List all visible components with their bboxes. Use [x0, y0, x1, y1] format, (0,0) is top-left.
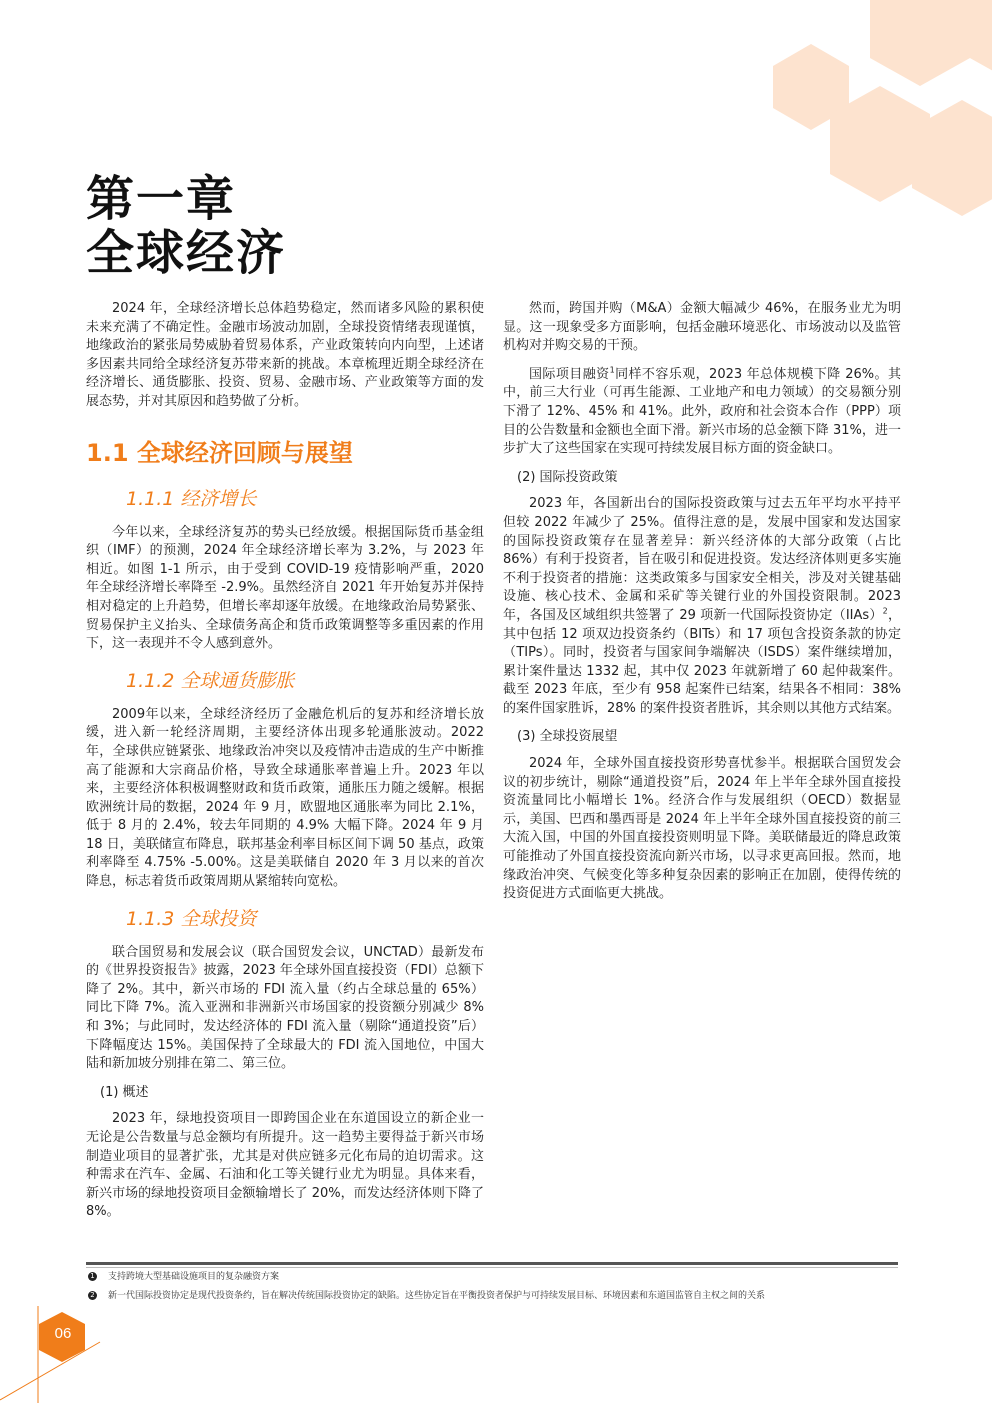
investment-paragraph: 联合国贸易和发展会议（联合国贸发会议，UNCTAD）最新发布的《世界投资报告》披露，2023 年全球外国直接投资（FDI）总额下降了 2%。其中，新兴市场的 FDI 流入量（约占全球总量的 65%）同比下降 7%。流入亚洲和非洲新兴市场国家的投资额分别减少 8% 和 3%；与此同时，发达经济体的 FDI 流入量（剔除“通道投资”后）下降幅度达 15%。美国保持了全球最大的 FDI 流入国地位，中国大陆和新加坡分别排在第二、第三位。: [86, 944, 484, 1072]
growth-paragraph: 今年以来，全球经济复苏的势头已经放缓。根据国际货币基金组织（IMF）的预测，2024 年全球经济增长率为 3.2%，与 2023 年相近。如图 1-1 所示，由于受到 COVID-19 疫情影响严重，2020 年全球经济增长率降至 -2.9%。虽然经济自 2021 年开始复苏并保持相对稳定的上升趋势，但增长率却逐年放缓。在地缘政治局势紧张、贸易保护主义抬头、全球债务高企和货币政策调整等多重因素的作用下，这一表现并不令人感到意外。: [86, 524, 484, 652]
footnote-text-2: 新一代国际投资协定是现代投资条约，旨在解决传统国际投资协定的缺陷。这些协定旨在平衡投资者保护与可持续发展目标、环境因素和东道国监管自主权之间的关系: [108, 1291, 766, 1301]
footnote-divider: [86, 1262, 898, 1265]
hexagon-shape: [870, 0, 970, 86]
policy-paragraph-rest: ，其中包括 12 项双边投资条约（BITs）和 17 项包含投资条款的协定（TIPs）。同时，投资者与国家间争端解决（ISDS）案件继续增加，累计案件量达 1332 起，其中仅 2023 年就新增了 60 起仲裁案件。截至 2023 年底，至少有 958 起案件已结案，结果各不相同：38% 的案件国家胜诉，28% 的案件投资者胜诉，其余则以其他方式结案。: [503, 607, 901, 716]
footnote-mark-1: 1: [88, 1272, 97, 1281]
growth-heading: 1.1.1 经济增长: [126, 487, 257, 510]
overview-paragraph-3-rest: 同样不容乐观，2023 年总体规模下降 26%。其中，前三大行业（可再生能源、工业地产和电力领域）的交易额分别下滑了 12%、45% 和 41%。此外，政府和社会资本合作（PPP）项目的公告数量和金额也全面下滑。新兴市场的总金额下降 31%，进一步扩大了这些国家在实现可持续发展目标方面的资金缺口。: [503, 366, 901, 457]
footnote-ref-2: 2: [882, 606, 888, 616]
inflation-paragraph: 2009年以来，全球经济经历了金融危机后的复苏和经济增长放缓，进入新一轮经济周期，主要经济体出现多轮通胀波动。2022 年，全球供应链紧张、地缘政治冲突以及疫情冲击造成的生产中断推高了能源和大宗商品价格，导致全球通胀率普遍上升。2023 年以来，主要经济体积极调整财政和货币政策，通胀压力随之缓解。根据欧洲统计局的数据，2024 年 9 月，欧盟地区通胀率为同比 2.1%，低于 8 月的 2.4%，较去年同期的 4.9% 大幅下降。2024 年 9 月 18 日，美联储宣布降息，联邦基金利率目标区间下调 50 基点，政策利率降至 4.75% -5.00%。这是美联储自 2020 年 3 月以来的首次降息，标志着货币政策周期从紧缩转向宽松。: [86, 706, 484, 890]
policy-label: (2) 国际投资政策: [517, 469, 618, 485]
policy-paragraph: [503, 495, 901, 718]
page-corner-decoration: [0, 1290, 140, 1403]
chapter-title-line2: 全球经济: [86, 225, 287, 281]
footnote-mark-2: 2: [88, 1291, 97, 1300]
right-column: [503, 300, 901, 914]
overview-paragraph-1: 2023 年，绿地投资项目一即跨国企业在东道国设立的新企业一无论是公告数量与总金额均有所提升。这一趋势主要得益于新兴市场制造业项目的显著扩张，尤其是对供应链多元化布局的迫切需求。这种需求在汽车、金属、石油和化工等关键行业尤为明显。具体来看，新兴市场的绿地投资项目金额输增长了 20%，而发达经济体则下降了 8%。: [86, 1111, 484, 1220]
overview-paragraph-3: [503, 366, 901, 459]
left-column: [86, 300, 484, 1232]
hexagon-shape: [952, 0, 992, 76]
inflation-heading: 1.1.2 全球通货膨胀: [126, 669, 295, 692]
page-number: 06: [54, 1325, 72, 1342]
hexagon-shape: [912, 100, 992, 216]
intro-paragraph: 2024 年，全球经济增长总体趋势稳定，然而诸多风险的累积使未来充满了不确定性。金融市场波动加剧，全球投资情绪表现谨慎，地缘政治的紧张局势威胁着贸易体系，产业政策转向内向型，上述诸多因素共同给全球经济复苏带来新的挑战。本章梳理近期全球经济在经济增长、通货膨胀、投资、贸易、金融市场、产业政策等方面的发展态势，并对其原因和趋势做了分析。: [86, 301, 484, 409]
chapter-title-line1: 第一章: [86, 171, 237, 227]
overview-paragraph-3-start: 国际项目融资: [529, 366, 610, 382]
policy-paragraph-start: 2023 年，各国新出台的国际投资政策与过去五年平均水平持平但较 2022 年减少了 25%。值得注意的是，发展中国家和发达国家的国际投资政策存在显著差异：新兴经济体的大部分政策（占比 86%）有利于投资者，旨在吸引和促进投资。发达经济体则更多实施不利于投资者的措施：这类政策多与国家安全相关，涉及对关键基础设施、核心技术、金属和采矿等关键行业的外国投资限制。2023 年，各国及区域组织共签署了 29 项新一代国际投资协定（IIAs）: [503, 496, 901, 623]
footnote-2: [88, 1290, 765, 1302]
investment-heading: 1.1.3 全球投资: [126, 907, 257, 930]
overview-paragraph-2: 然而，跨国并购（M&A）金额大幅减少 46%，在服务业尤为明显。这一现象受多方面影响，包括金融环境恶化、市场波动以及监管机构对并购交易的干预。: [503, 301, 901, 354]
hexagon-shape: [830, 86, 930, 202]
chapter-title: [86, 172, 286, 280]
hexagon-shape: [773, 44, 849, 130]
outlook-paragraph: 2024 年，全球外国直接投资形势喜忧参半。根据联合国贸发会议的初步统计，剔除“通道投资”后，2024 年上半年全球外国直接投资流量同比小幅增长 1%。经济合作与发展组织（OECD）数据显示，美国、巴西和墨西哥是 2024 年上半年全球外国直接投资的前三大流入国，中国的外国直接投资则明显下降。美联储最近的降息政策可能推动了外国直接投资流向新兴市场，以寻求更高回报。然而，地缘政治冲突、气候变化等多种复杂因素的影响正在加剧，使得传统的投资促进方式面临更大挑战。: [503, 756, 901, 902]
footnote-divider-thin: [86, 1267, 898, 1268]
overview-label: (1) 概述: [100, 1084, 149, 1100]
footnote-text-1: 支持跨境大型基础设施项目的复杂融资方案: [108, 1272, 280, 1282]
footnote-1: [88, 1271, 279, 1283]
section-heading: 1.1 全球经济回顾与展望: [86, 438, 353, 467]
footnote-ref-1: 1: [609, 365, 615, 375]
outlook-label: (3) 全球投资展望: [517, 729, 618, 745]
